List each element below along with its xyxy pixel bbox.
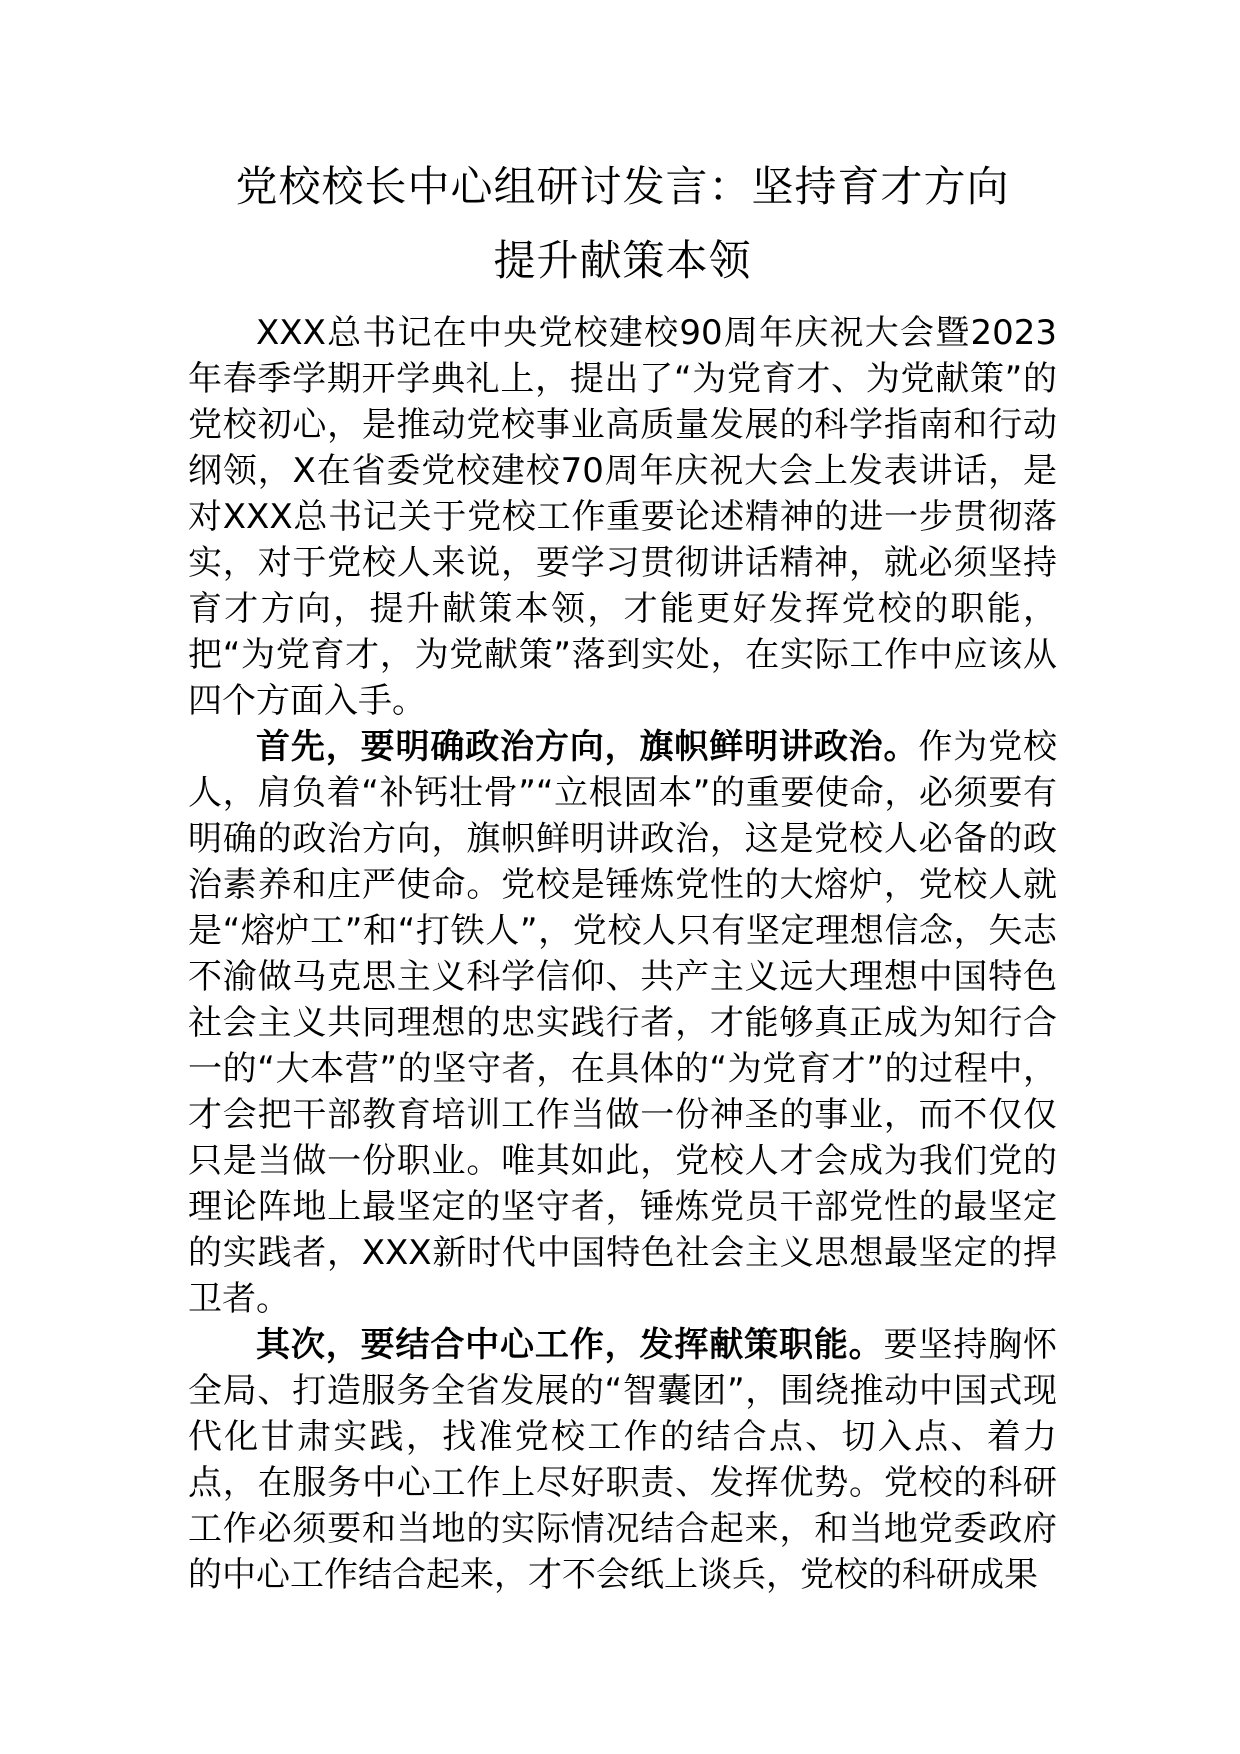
paragraph-text: XXX总书记在中央党校建校90周年庆祝大会暨2023年春季学期开学典礼上，提出了“为党育才、为党献策”的党校初心，是推动党校事业高质量发展的科学指南和行动纲领，X在省委党校建校70周年庆祝大会上发表讲话，是对XXX总书记关于党校工作重要论述精神的进一步贯彻落实，对于党校人来说，要学习贯彻讲话精神，就必须坚持育才方向，提升献策本领，才能更好发挥党校的职能，把“为党育才，为党献策”落到实处，在实际工作中应该从四个方面入手。 — [188, 313, 1057, 721]
paragraph-text: 作为党校人，肩负着“补钙壮骨”“立根固本”的重要使命，必须要有明确的政治方向，旗帜鲜明讲政治，这是党校人必备的政治素养和庄严使命。党校是锤炼党性的大熔炉，党校人就是“熔炉工”和“打铁人”，党校人只有坚定理想信念，矢志不渝做马克思主义科学信仰、共产主义远大理想中国特色社会主义共同理想的忠实践行者，才能够真正成为知行合一的“大本营”的坚守者，在具体的“为党育才”的过程中，才会把干部教育培训工作当做一份神圣的事业，而不仅仅只是当做一份职业。唯其如此，党校人才会成为我们党的理论阵地上最坚定的坚守者，锤炼党员干部党性的最坚定的实践者，XXX新时代中国特色社会主义思想最坚定的捍卫者。 — [188, 727, 1058, 1319]
document-title-line-1: 党校校长中心组研讨发言：坚持育才方向 — [235, 162, 1010, 211]
paragraph-text: 要坚持胸怀全局、打造服务全省发展的“智囊团”，围绕推动中国式现代化甘肃实践，找准党校工作的结合点、切入点、着力点，在服务中心工作上尽好职责、发挥优势。党校的科研工作必须要和当地的实际情况结合起来，和当地党委政府的中心工作结合起来，才不会纸上谈兵，党校的科研成果 — [188, 1325, 1058, 1595]
paragraph — [188, 724, 1057, 1322]
paragraph-lead: 首先，要明确政治方向，旗帜鲜明讲政治。 — [256, 727, 919, 767]
paragraph-lead: 其次，要结合中心工作，发挥献策职能。 — [256, 1325, 884, 1365]
document-body — [188, 310, 1057, 1598]
paragraph — [188, 310, 1057, 724]
document-title-line-2: 提升献策本领 — [493, 236, 752, 285]
paragraph — [188, 1322, 1057, 1598]
